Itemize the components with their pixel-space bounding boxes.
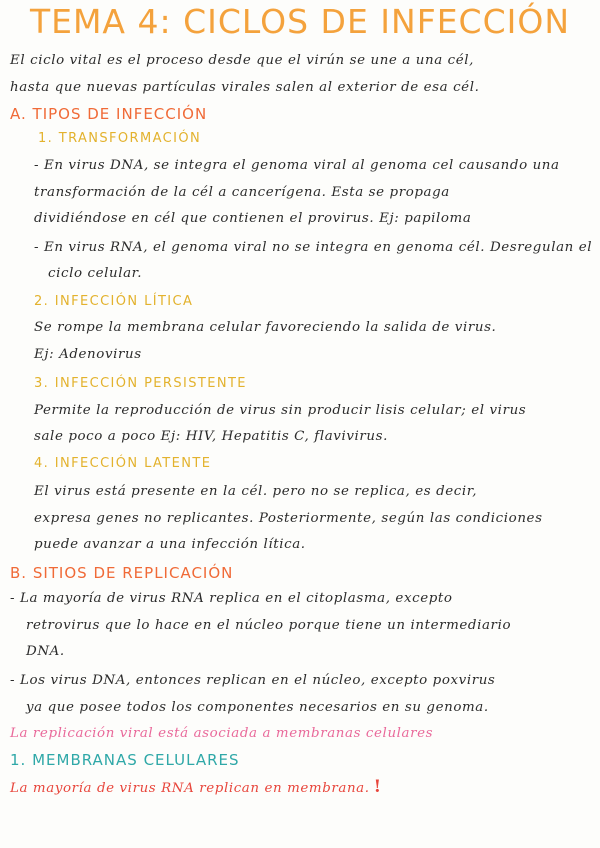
body-line: dividiéndose en cél que contienen el provirus. Ej: papiloma [34,211,472,226]
body-line: ya que posee todos los componentes necesarios en su genoma. [26,700,489,715]
body-line: - En virus DNA, se integra el genoma viral al genoma cel causando una [34,158,560,173]
body-line: puede avanzar a una infección lítica. [34,537,306,552]
subsection-heading: 1. TRANSFORMACIÓN [38,131,202,146]
highlight-note [10,779,382,797]
intro-line: hasta que nuevas partículas virales salen al exterior de esa cél. [10,80,480,95]
subsection-heading: 2. INFECCIÓN LÍTICA [34,294,194,309]
body-line: retrovirus que lo hace en el núcleo porque tiene un intermediario [26,618,512,633]
intro-line: El ciclo vital es el proceso desde que el virún se une a una cél, [10,53,475,68]
section-b-heading: B. SITIOS DE REPLICACIÓN [10,564,234,582]
body-line: Se rompe la membrana celular favoreciendo la salida de virus. [34,320,497,335]
page-title: TEMA 4: CICLOS DE INFECCIÓN [29,2,571,41]
body-line: - Los virus DNA, entonces replican en el núcleo, excepto poxvirus [10,673,496,688]
body-line: - La mayoría de virus RNA replica en el citoplasma, excepto [10,591,453,606]
body-line: El virus está presente en la cél. pero no se replica, es decir, [34,484,478,499]
body-line: Ej: Adenovirus [34,347,142,362]
subsection-heading: 4. INFECCIÓN LATENTE [34,456,212,471]
exclamation-mark: ! [373,777,382,797]
body-line: sale poco a poco Ej: HIV, Hepatitis C, flavivirus. [34,429,388,444]
body-line: - En virus RNA, el genoma viral no se integra en genoma cél. Desregulan el [34,240,593,255]
highlight-note: La replicación viral está asociada a membranas celulares [10,726,434,741]
subsection-heading: 3. INFECCIÓN PERSISTENTE [34,376,247,391]
body-line: expresa genes no replicantes. Posteriormente, según las condiciones [34,511,543,526]
body-line: ciclo celular. [48,266,143,281]
body-line: Permite la reproducción de virus sin producir lisis celular; el virus [34,403,527,418]
body-line: transformación de la cél a cancerígena. Esta se propaga [34,185,450,200]
note-text: La mayoría de virus RNA replican en membrana. [10,781,370,796]
section-a-heading: A. TIPOS DE INFECCIÓN [10,105,208,123]
body-line: DNA. [26,644,65,659]
subsection-heading-membranas: 1. MEMBRANAS CELULARES [10,751,240,769]
